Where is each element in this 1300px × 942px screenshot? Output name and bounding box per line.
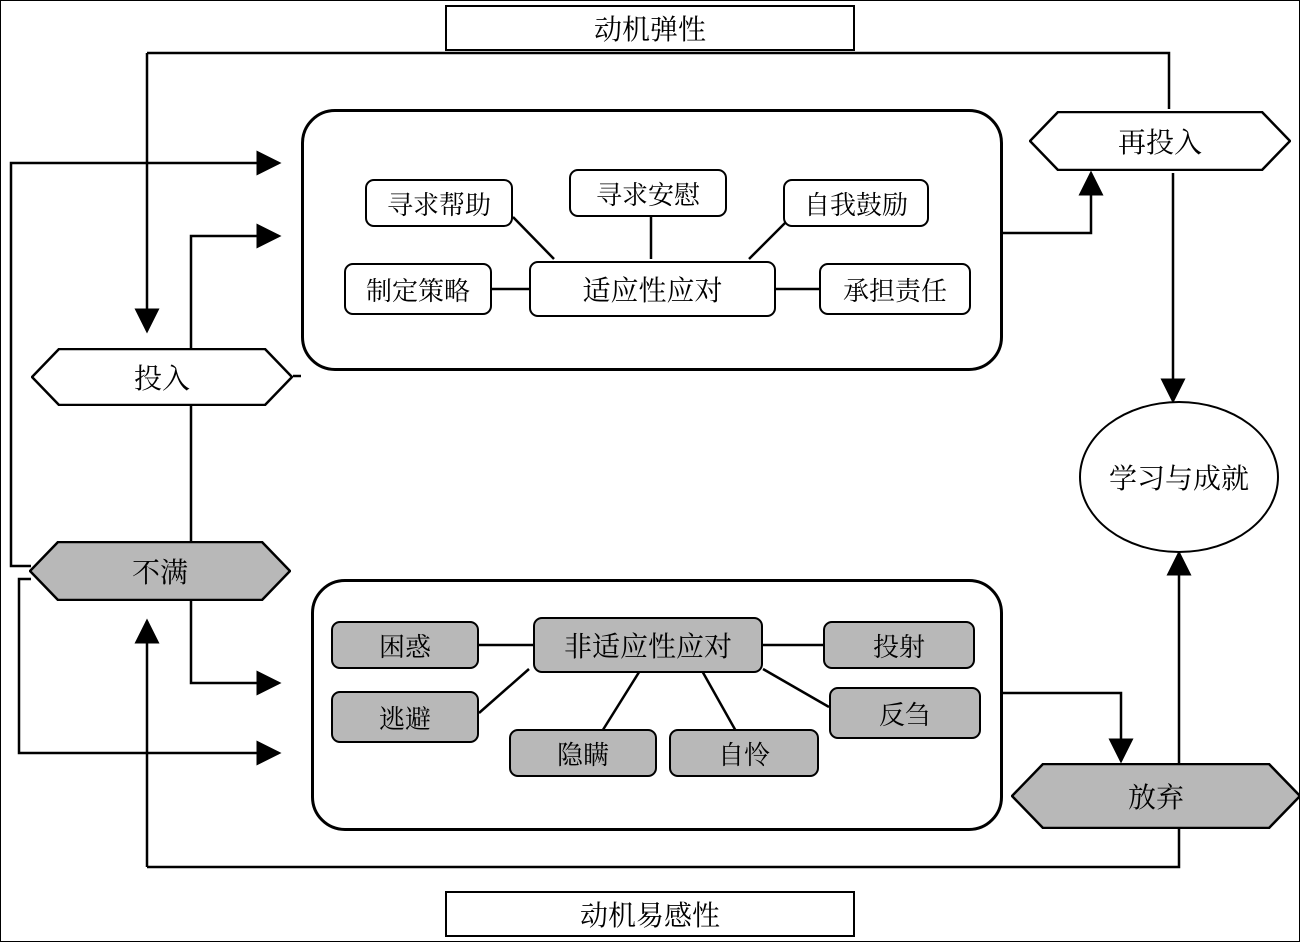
node-label: 放弃 [1127, 783, 1184, 814]
node-label: 投入 [133, 364, 190, 395]
node-label: 寻求安慰 [595, 180, 700, 210]
node-projection [823, 621, 975, 669]
node-label: 制定策略 [365, 276, 470, 306]
node-label: 承担责任 [842, 276, 947, 306]
node-label: 反刍 [878, 700, 931, 730]
bottom-banner-label: 动机易感性 [579, 901, 720, 932]
node-confusion [331, 621, 479, 669]
node-self-pity [669, 729, 819, 777]
node-concealment [509, 729, 657, 777]
node-label: 隐瞒 [556, 740, 609, 770]
node-make-strategy [344, 263, 492, 315]
node-seek-comfort [569, 169, 727, 217]
node-reengagement [1029, 111, 1291, 171]
top-banner [445, 5, 855, 51]
node-label: 寻求帮助 [386, 190, 491, 220]
node-maladaptive-coping [533, 617, 763, 673]
top-banner-label: 动机弹性 [593, 15, 706, 46]
node-self-encouragement [783, 179, 929, 227]
node-label: 不满 [131, 558, 188, 589]
node-label: 适应性应对 [582, 276, 723, 307]
node-label: 困惑 [378, 632, 431, 662]
node-escape [331, 691, 479, 743]
node-seek-help [365, 179, 513, 227]
node-label: 自我鼓励 [803, 190, 908, 220]
node-label: 自怜 [717, 740, 770, 770]
bottom-banner [445, 891, 855, 937]
node-dissatisfaction [29, 541, 291, 601]
node-label: 逃避 [378, 704, 431, 734]
node-take-responsibility [819, 263, 971, 315]
node-label: 学习与成就 [1108, 464, 1249, 495]
node-label: 投射 [872, 632, 925, 662]
node-learning-achievement [1079, 401, 1279, 553]
node-rumination [829, 687, 981, 739]
node-label: 再投入 [1117, 128, 1202, 159]
node-giveup [1011, 763, 1300, 829]
node-engagement [31, 348, 293, 406]
adaptive-coping-group [301, 109, 1003, 371]
node-adaptive-coping [529, 261, 776, 317]
node-label: 非适应性应对 [563, 632, 732, 663]
